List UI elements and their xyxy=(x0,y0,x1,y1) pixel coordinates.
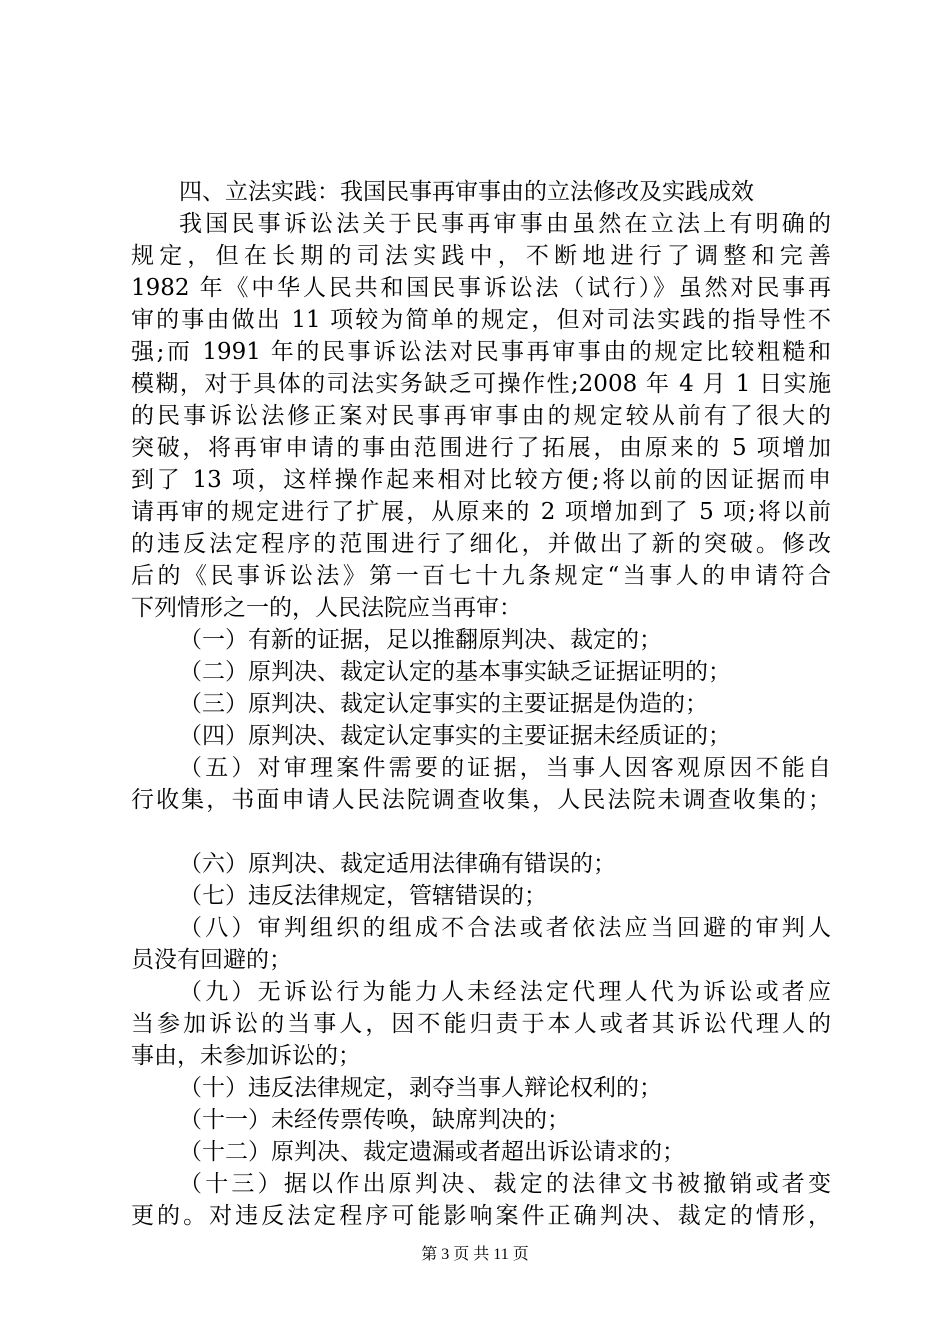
paragraph-line: 请再审的规定进行了扩展，从原来的 2 项增加到了 5 项;将以前 xyxy=(131,499,831,525)
list-item: （七）违反法律规定，管辖错误的； xyxy=(179,883,547,909)
paragraph-line: 到了 13 项，这样操作起来相对比较方便;将以前的因证据而申 xyxy=(131,467,831,493)
paragraph-line: 模糊，对于具体的司法实务缺乏可操作性;2008 年 4 月 1 日实施 xyxy=(131,371,831,397)
list-item: （一）有新的证据，足以推翻原判决、裁定的； xyxy=(179,627,662,653)
list-item: （八）审判组织的组成不合法或者依法应当回避的审判人 xyxy=(179,915,831,941)
paragraph-line: 1982 年《中华人民共和国民事诉讼法（试行）》虽然对民事再 xyxy=(131,275,831,301)
list-item: （二）原判决、裁定认定的基本事实缺乏证据证明的； xyxy=(179,659,731,685)
list-item-continuation: 行收集，书面申请人民法院调查收集，人民法院未调查收集的； xyxy=(131,787,831,813)
list-item: （四）原判决、裁定认定事实的主要证据未经质证的； xyxy=(179,723,731,749)
page-number-footer: 第 3 页 共 11 页 xyxy=(421,1246,529,1263)
list-item: （十）违反法律规定，剥夺当事人辩论权利的； xyxy=(179,1075,662,1101)
list-item: （十二）原判决、裁定遗漏或者超出诉讼请求的； xyxy=(179,1139,685,1165)
list-item-continuation: 更的。对违反法定程序可能影响案件正确判决、裁定的情形， xyxy=(131,1203,831,1229)
paragraph-line: 的违反法定程序的范围进行了细化，并做出了新的突破。修改 xyxy=(131,531,831,557)
list-item: （三）原判决、裁定认定事实的主要证据是伪造的； xyxy=(179,691,708,717)
list-item: （六）原判决、裁定适用法律确有错误的； xyxy=(179,851,616,877)
paragraph-line: 我国民事诉讼法关于民事再审事由虽然在立法上有明确的 xyxy=(179,211,831,237)
list-item: （十一）未经传票传唤，缺席判决的； xyxy=(179,1107,570,1133)
paragraph-line: 后的《民事诉讼法》第一百七十九条规定“当事人的申请符合 xyxy=(131,563,831,589)
paragraph-line: 强;而 1991 年的民事诉讼法对民事再审事由的规定比较粗糙和 xyxy=(131,339,831,365)
section-heading: 四、立法实践：我国民事再审事由的立法修改及实践成效 xyxy=(179,179,754,205)
list-item-continuation: 员没有回避的； xyxy=(131,947,292,973)
list-item: （九）无诉讼行为能力人未经法定代理人代为诉讼或者应 xyxy=(179,979,831,1005)
paragraph-line: 规定，但在长期的司法实践中，不断地进行了调整和完善 xyxy=(131,243,831,269)
paragraph-line: 突破，将再审申请的事由范围进行了拓展，由原来的 5 项增加 xyxy=(131,435,831,461)
list-item: （五）对审理案件需要的证据，当事人因客观原因不能自 xyxy=(179,755,831,781)
list-item-continuation: 当参加诉讼的当事人，因不能归责于本人或者其诉讼代理人的 xyxy=(131,1011,831,1037)
paragraph-line: 审的事由做出 11 项较为简单的规定，但对司法实践的指导性不 xyxy=(131,307,831,333)
list-item-continuation: 事由，未参加诉讼的； xyxy=(131,1043,361,1069)
list-item: （十三）据以作出原判决、裁定的法律文书被撤销或者变 xyxy=(179,1171,831,1197)
paragraph-line: 的民事诉讼法修正案对民事再审事由的规定较从前有了很大的 xyxy=(131,403,831,429)
paragraph-line: 下列情形之一的，人民法院应当再审： xyxy=(131,595,522,621)
